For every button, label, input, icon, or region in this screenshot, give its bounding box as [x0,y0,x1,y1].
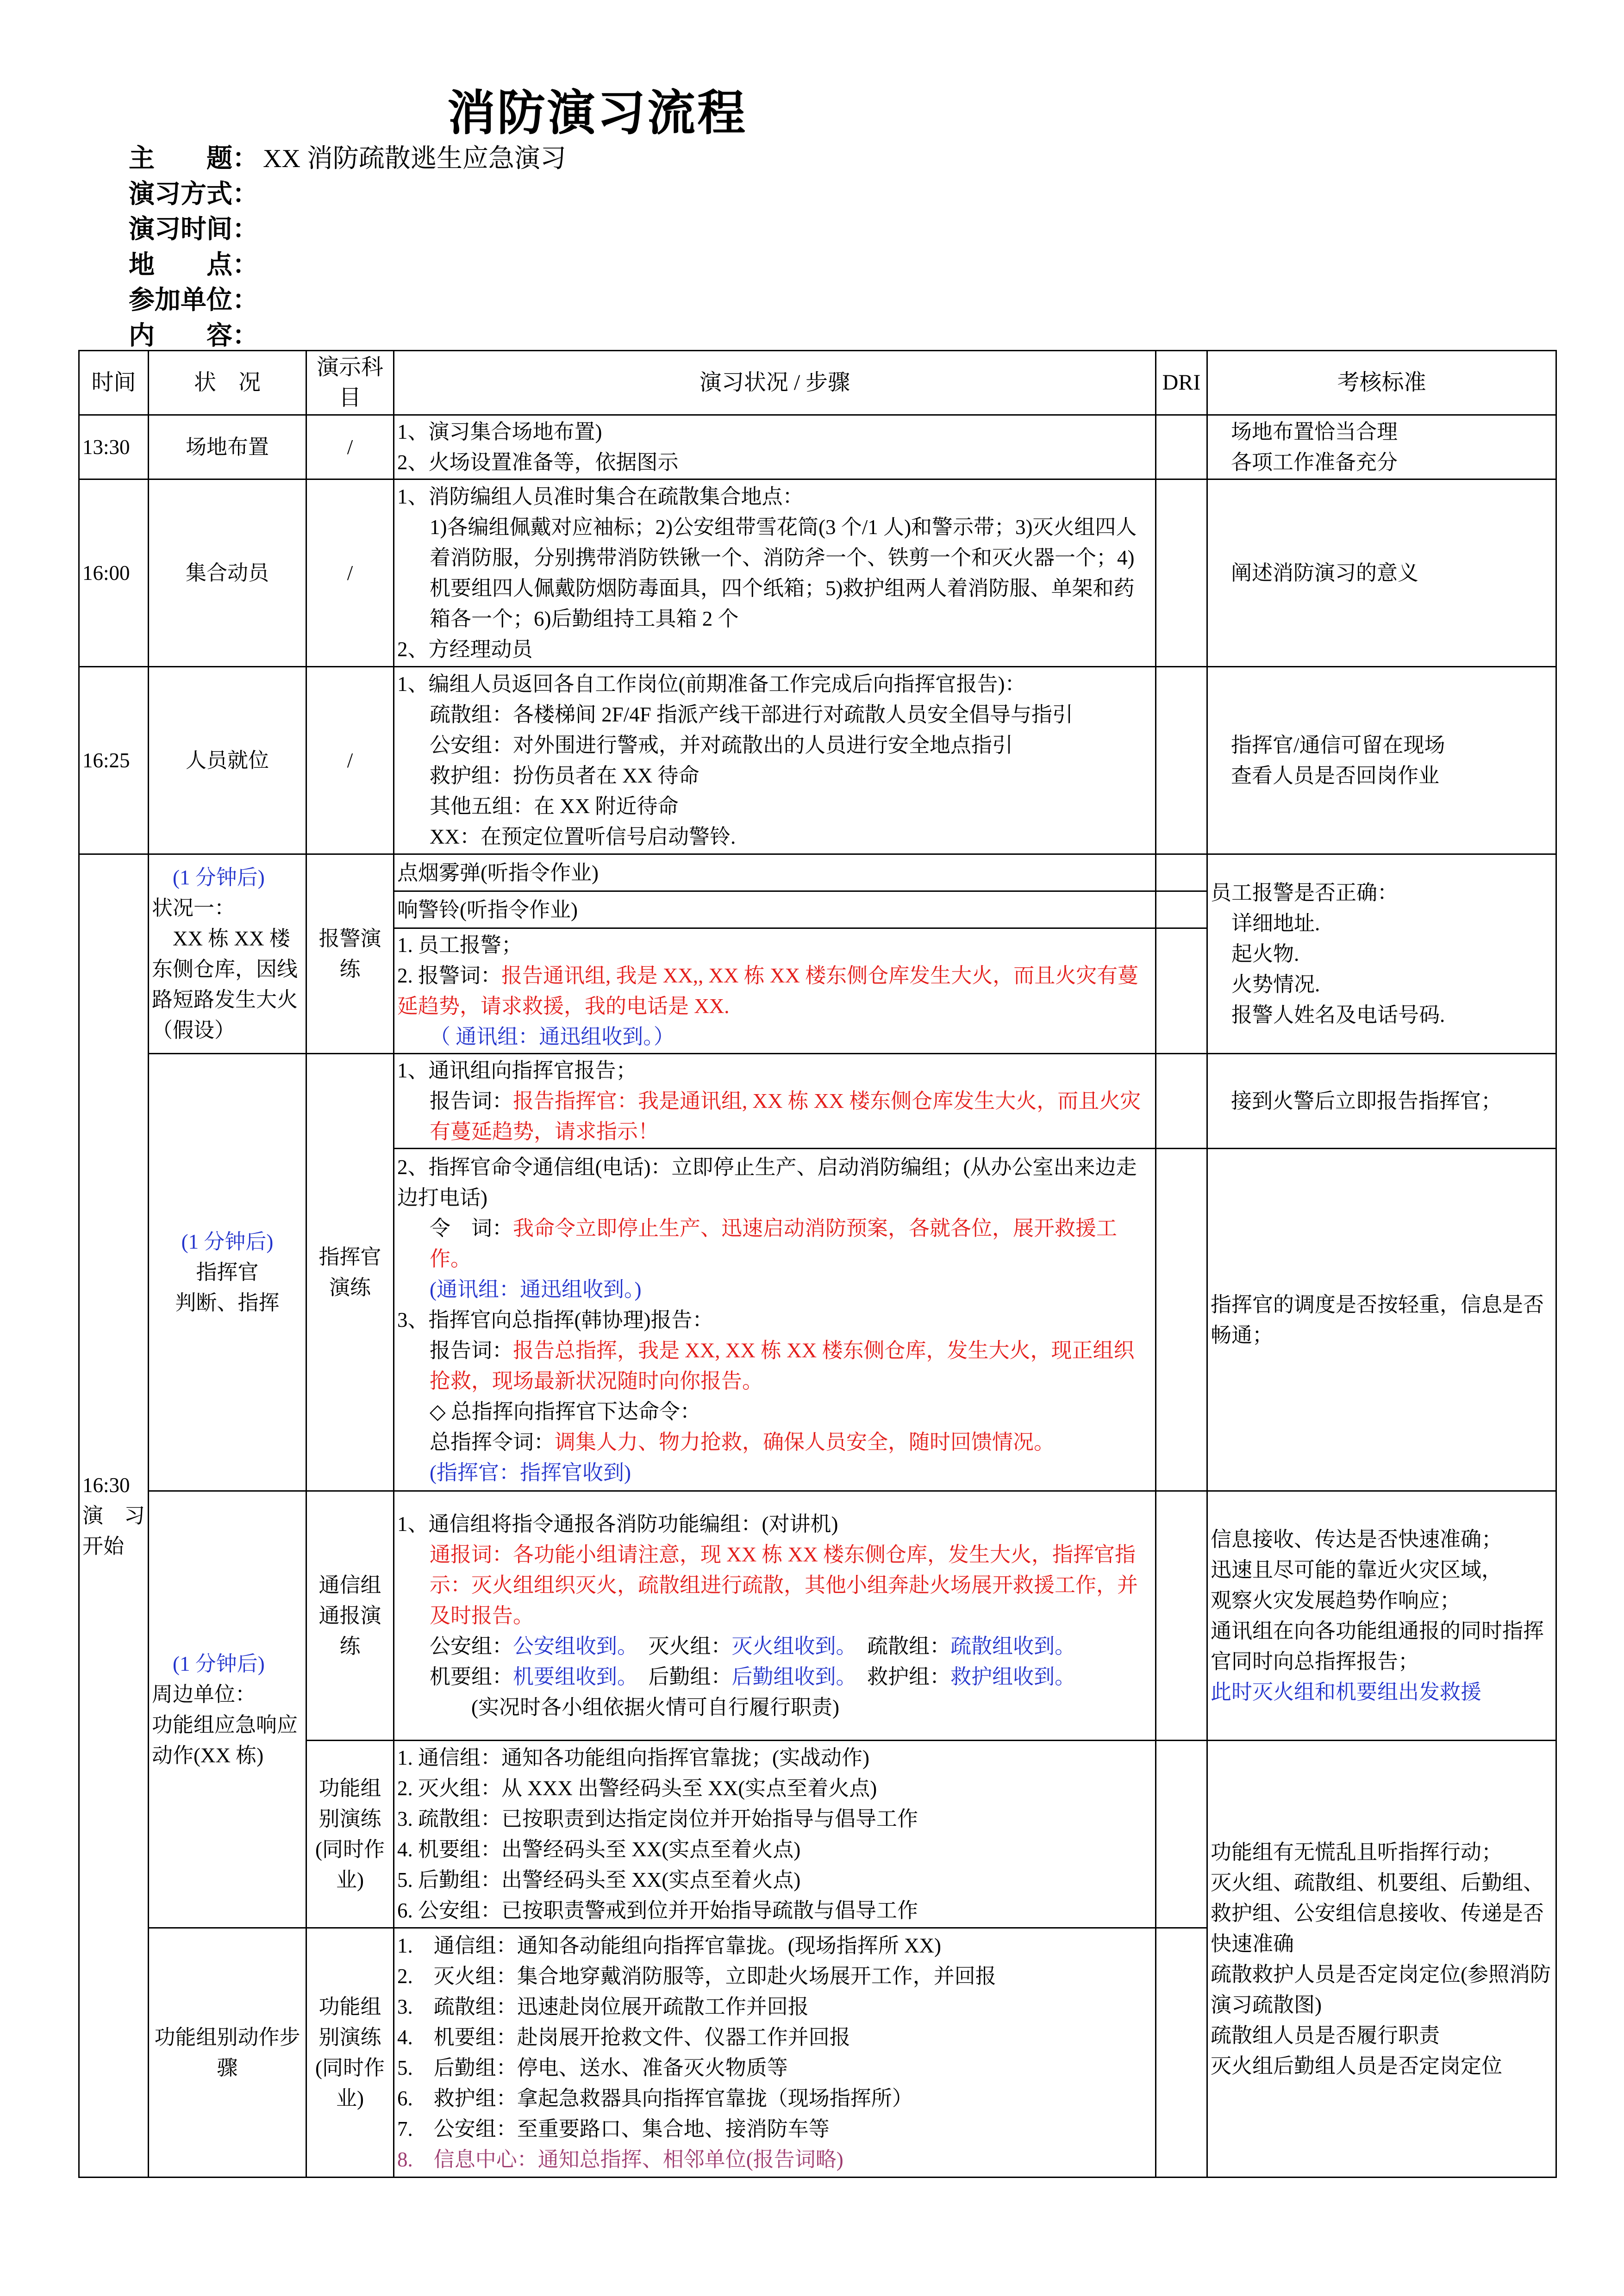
text-segment: 5. 后勤组：停电、送水、准备灭火物质等 [397,2056,788,2079]
status-cell: 集合动员 [149,479,306,667]
text-segment: 通讯组在向各功能组通报的同时指挥官同时向总指挥报告； [1211,1619,1544,1673]
text-segment: 指挥官 [196,1261,259,1284]
text-line [397,1152,1152,1213]
steps-cell [394,1149,1156,1491]
text-line [152,1257,303,1288]
text-line [397,791,1152,821]
steps-cell [394,1741,1156,1928]
drill-procedure-table [78,350,1557,2178]
text-line [1211,1616,1553,1677]
field-label: 主 题： [129,144,258,173]
text-segment: 1)各编组佩戴对应袖标；2)公安组带雪花筒(3 个/1 人)和警示带；3)灭火组四人着消防服，分别携带消防铁锹一个、消防斧一个、铁剪一个和灭火器一个；4)机要组四人佩戴防烟防毒面具，四个纸箱；5)救护组两人着消防服、单架和药箱各一个；6)后勤组持工具箱 2 个 [430,516,1137,630]
text-segment: 2、火场设置准备等，依据图示 [397,451,679,474]
table-row [79,415,1556,479]
text-segment: 6. 救护组：拿起急救器具向指挥官靠拢（现场指挥所） [397,2087,913,2110]
text-segment: (1 分钟后) [152,866,265,889]
dri-cell [1156,891,1207,928]
criteria-cell [1207,479,1556,667]
text-segment: 报告通讯组, 我是 XX,, XX 栋 XX 楼东侧仓库发生大火，而且火灾有蔓延趋势，请求救援，我的电话是 XX. [397,964,1139,1018]
text-line [397,1631,1152,1661]
text-segment: 3、指挥官向总指挥(韩协理)报告： [397,1308,713,1332]
steps-cell [394,1928,1156,2178]
text-line [397,2083,1152,2114]
text-line [397,1396,1152,1427]
dri-cell [1156,1491,1207,1741]
text-line [397,481,1152,512]
text-segment: 观察火灾发展趋势作响应； [1211,1589,1461,1612]
text-line [397,1991,1152,2022]
text-line [1211,2051,1553,2081]
text-line [1211,1289,1553,1350]
field-label: 内 容： [129,321,258,350]
subject-cell: 通信组通报演练 [306,1491,394,1741]
text-line [397,1021,1152,1052]
text-segment: 后勤组： [627,1665,732,1688]
text-line [397,730,1152,760]
time-cell [79,854,149,2178]
table-header-row [79,351,1556,415]
dri-cell [1156,1054,1207,1149]
text-line [397,417,1152,447]
steps-cell [394,479,1156,667]
text-segment: 总指挥令词： [430,1430,555,1454]
text-segment: 调集人力、物力抢救，确保人员安全，随时回馈情况。 [555,1430,1055,1454]
steps-cell: 点烟雾弹(听指令作业) [394,854,1156,891]
field-participants [129,283,566,318]
text-line [152,923,303,1045]
text-segment: 灭火组后勤组人员是否定岗定位 [1211,2054,1503,2078]
text-segment: XX：在预定位置听信号启动警铃. [430,825,736,848]
text-segment: 2. 灭火组：集合地穿戴消防服等，立即赴火场展开工作，并回报 [397,1965,996,1988]
text-line [397,1692,1152,1723]
text-segment: 详细地址. [1211,912,1320,935]
text-segment: 报告词： [430,1089,513,1113]
text-segment: 救护组：扮伤员者在 XX 待命 [430,764,700,787]
text-segment: 后勤组收到。 [731,1665,847,1688]
text-segment: 6. 公安组：已按职责警戒到位并开始指导疏散与倡导工作 [397,1899,918,1922]
text-segment: 1. 员工报警； [397,933,523,957]
status-cell: 功能组别动作步骤 [149,1928,306,2178]
text-line [397,2144,1152,2175]
text-line [397,1509,1152,1539]
subject-cell: / [306,667,394,854]
criteria-cell [1207,1491,1556,1741]
text-line [397,1742,1152,1773]
table-row [79,1054,1556,1149]
dri-cell [1156,479,1207,667]
header-criteria: 考核标准 [1207,351,1556,415]
text-line [1211,969,1553,1000]
text-line [1231,730,1553,760]
dri-cell [1156,415,1207,479]
text-segment: 1、通信组将指令通报各消防功能编组：(对讲机) [397,1512,838,1536]
table-row [79,479,1556,667]
text-line [152,1679,303,1710]
text-segment: 4. 机要组：赴岗展开抢救文件、仪器工作并回报 [397,2026,850,2049]
text-segment: 各项工作准备充分 [1231,451,1398,474]
time-label: 演 习开始 [82,1504,145,1558]
text-segment: 4. 机要组：出警经码头至 XX(实点至着火点) [397,1838,801,1861]
text-line [397,1274,1152,1305]
subject-cell: 功能组别演练(同时作业) [306,1741,394,1928]
text-segment: 5. 后勤组：出警经码头至 XX(实点至着火点) [397,1868,801,1892]
text-line [1231,558,1553,588]
header-status: 状 况 [149,351,306,415]
text-line [397,930,1152,960]
criteria-cell [1207,667,1556,854]
text-segment: 1、消防编组人员准时集合在疏散集合地点： [397,485,804,508]
text-segment: 报告词： [430,1338,513,1362]
text-segment: 阐述消防演习的意义 [1231,561,1419,585]
text-line [397,1773,1152,1804]
text-line [397,1961,1152,1991]
text-line [397,1305,1152,1335]
steps-cell [394,415,1156,479]
text-line [397,634,1152,665]
text-segment: 我命令立即停止生产、迅速启动消防预案，各就各位，展开救援工作。 [430,1216,1118,1270]
text-segment: 此时灭火组和机要组出发救援 [1211,1680,1482,1704]
steps-cell: 响警铃(听指令作业) [394,891,1156,928]
header-dri: DRI [1156,351,1207,415]
text-line [1211,877,1553,908]
dri-cell [1156,1741,1207,1928]
text-line [397,447,1152,478]
steps-cell [394,667,1156,854]
text-segment: 报告指挥官：我是通讯组, XX 栋 XX 楼东侧仓库发生大火，而且火灾有蔓延趋势，请求指示！ [430,1089,1141,1143]
field-method [129,177,566,212]
text-segment: 1. 通信组：通知各动能组向指挥官靠拢。(现场指挥所 XX) [397,1934,941,1957]
header-time: 时间 [79,351,149,415]
text-segment: 火势情况. [1211,973,1320,996]
field-label: 地 点： [129,250,258,280]
criteria-cell [1207,415,1556,479]
text-line [397,1213,1152,1274]
text-line [1231,417,1553,447]
time-cell: 16:25 [79,667,149,854]
table-row [79,854,1556,891]
text-segment: 迅速且尽可能的靠近火灾区域， [1211,1558,1503,1581]
table-row [79,667,1556,854]
text-segment: 信息接收、传达是否快速准确； [1211,1528,1503,1551]
drill-info [129,141,566,354]
text-segment: 起火物. [1211,942,1299,965]
text-segment: 查看人员是否回岗作业 [1231,764,1440,787]
text-segment: 2. 报警词： [397,964,502,987]
text-line [397,760,1152,791]
text-segment: 7. 公安组：至重要路口、集合地、接消防车等 [397,2117,830,2140]
table-row [79,1491,1556,1741]
field-label: 演习时间： [129,215,258,244]
subject-cell: 报警演练 [306,854,394,1054]
field-value: XX 消防疏散逃生应急演习 [263,144,566,173]
text-segment: 通报词：各功能小组请注意，现 XX 栋 XX 楼东侧仓库，发生大火，指挥官指示：灭火组组织灭火，疏散组进行疏散，其他小组奔赴火场展开救援工作，并及时报告。 [430,1543,1138,1627]
status-cell [149,1054,306,1491]
header-steps: 演习状况 / 步骤 [394,351,1156,415]
dri-cell [1156,1149,1207,1491]
text-line [397,512,1152,634]
text-segment: 8. 信息中心：通知总指挥、相邻单位(报告词略) [397,2148,843,2171]
text-line [1211,1867,1553,1959]
text-line [152,1226,303,1257]
field-label: 参加单位： [129,286,258,315]
status-cell [149,1491,306,1928]
text-line [1211,2020,1553,2051]
text-segment: （ 通讯组：通迅组收到。） [430,1025,675,1048]
text-segment: 指挥官的调度是否按轻重，信息是否畅通； [1211,1293,1544,1347]
text-segment: 疏散组： [846,1635,951,1658]
text-line [1211,1585,1553,1616]
text-segment: 疏散组收到。 [950,1635,1076,1658]
text-segment: 1、通讯组向指挥官报告； [397,1059,637,1082]
text-line [397,1055,1152,1086]
criteria-cell [1207,1054,1556,1149]
text-segment: ◇ 总指挥向指挥官下达命令： [430,1400,701,1423]
text-line [152,1710,303,1771]
criteria-cell [1207,854,1556,1054]
time-cell: 16:00 [79,479,149,667]
text-line [397,821,1152,852]
field-label: 演习方式： [129,180,258,209]
text-segment: 周边单位： [152,1682,256,1706]
text-line [1211,908,1553,939]
dri-cell [1156,667,1207,854]
field-time [129,212,566,248]
text-line [1231,760,1553,791]
text-segment: 灭火组收到。 [731,1635,847,1658]
dri-cell [1156,928,1207,1054]
text-segment: 状况一： [152,896,236,920]
text-segment: 判断、指挥 [175,1291,280,1314]
text-segment: 其他五组：在 XX 附近待命 [430,795,679,818]
subject-cell: / [306,415,394,479]
text-segment: 3. 疏散组：迅速赴岗位展开疏散工作并回报 [397,1995,809,2018]
criteria-cell [1207,1741,1556,2178]
text-segment: 公安组： [430,1635,513,1658]
text-segment: 公安组收到。 [513,1635,628,1658]
text-segment: 疏散救护人员是否定岗定位(参照消防演习疏散图) [1211,1962,1551,2016]
text-segment: 接到火警后立即报告指挥官； [1231,1089,1502,1113]
text-segment: 2、指挥官命令通信组(电话)：立即停止生产、启动消防编组；(从办公室出来边走边打电话) [397,1155,1137,1209]
text-segment: (1 分钟后) [181,1230,274,1253]
status-cell [149,854,306,1054]
text-segment: (实况时各小组依据火情可自行履行职责) [471,1696,839,1719]
text-segment: 指挥官/通信可留在现场 [1231,734,1445,757]
subject-cell: 功能组别演练(同时作业) [306,1928,394,2178]
page-title: 消防演习流程 [447,87,747,140]
text-line [397,669,1152,699]
text-line [397,1427,1152,1457]
text-line [1211,939,1553,969]
field-theme [129,141,566,177]
status-cell: 场地布置 [149,415,306,479]
text-segment: 令 词： [430,1216,513,1240]
text-line [397,960,1152,1021]
text-segment: 灭火组： [627,1635,732,1658]
text-segment: 报警人姓名及电话号码. [1211,1003,1445,1027]
text-line [1211,1837,1553,1867]
text-line [397,1086,1152,1147]
text-line [1211,1677,1553,1707]
text-segment: 报告总指挥，我是 XX, XX 栋 XX 楼东侧仓库，发生大火，现正组织抢救，现场最新状况随时向你报告。 [430,1338,1135,1393]
text-segment: 2. 灭火组：从 XXX 出警经码头至 XX(实点至着火点) [397,1777,877,1800]
subject-cell: / [306,479,394,667]
text-line [1211,1000,1553,1030]
text-line [397,1834,1152,1865]
text-line [397,1865,1152,1895]
text-line [152,893,303,923]
header-subject: 演示科目 [306,351,394,415]
steps-cell [394,928,1156,1054]
dri-cell [1156,854,1207,891]
text-line [397,1804,1152,1834]
text-segment: 灭火组、疏散组、机要组、后勤组、救护组、公安组信息接收、传递是否快速准确 [1211,1871,1544,1955]
text-line [397,1457,1152,1488]
text-segment: 疏散组人员是否履行职责 [1211,2023,1440,2047]
text-line [397,1539,1152,1631]
text-line [1231,447,1553,478]
text-line [1231,1086,1553,1116]
text-line [152,862,303,893]
text-line [152,1288,303,1318]
text-segment: 疏散组：各楼梯间 2F/4F 指派产线干部进行对疏散人员安全倡导与指引 [430,703,1074,726]
dri-cell [1156,1928,1207,2178]
text-line [397,1661,1152,1692]
text-segment: 机要组： [430,1665,513,1688]
text-segment: (通讯组：通迅组收到。) [430,1277,642,1301]
text-segment: 员工报警是否正确： [1211,881,1399,904]
criteria-cell [1207,1149,1556,1491]
text-segment: 功能组有无慌乱且听指挥行动； [1211,1840,1503,1864]
steps-cell [394,1491,1156,1741]
text-line [1211,1959,1553,2020]
text-line [397,2053,1152,2083]
field-location [129,248,566,283]
text-segment: 救护组： [846,1665,951,1688]
status-cell: 人员就位 [149,667,306,854]
time-cell: 13:30 [79,415,149,479]
text-segment: 1. 通信组：通知各功能组向指挥官靠拢；(实战动作) [397,1746,869,1769]
text-line [152,1649,303,1679]
text-line [397,1335,1152,1396]
text-line [397,699,1152,730]
text-segment: 机要组收到。 [513,1665,628,1688]
text-segment: 1、编组人员返回各自工作岗位(前期准备工作完成后向指挥官报告)： [397,672,1026,696]
text-segment: (指挥官：指挥官收到) [430,1461,631,1484]
steps-cell [394,1054,1156,1149]
text-segment: 公安组：对外围进行警戒，并对疏散出的人员进行安全地点指引 [430,734,1013,757]
text-line [397,1895,1152,1926]
text-segment: 功能组应急响应动作(XX 栋) [152,1713,298,1767]
field-content [129,318,566,354]
text-segment: (1 分钟后) [152,1652,265,1675]
text-line [1211,1555,1553,1585]
text-line [397,2022,1152,2053]
text-line [1211,1524,1553,1555]
text-line [397,2114,1152,2144]
text-segment: 2、方经理动员 [397,638,533,661]
text-line [397,1930,1152,1961]
text-segment: 3. 疏散组：已按职责到达指定岗位并开始指导与倡导工作 [397,1807,918,1830]
time-value: 16:30 [82,1474,130,1497]
text-segment: 场地布置恰当合理 [1231,420,1398,443]
text-segment: 救护组收到。 [950,1665,1076,1688]
text-segment: 1、演习集合场地布置) [397,420,602,443]
text-segment: XX 栋 XX 楼东侧仓库，因线路短路发生大火（假设） [152,927,298,1042]
subject-cell: 指挥官演练 [306,1054,394,1491]
